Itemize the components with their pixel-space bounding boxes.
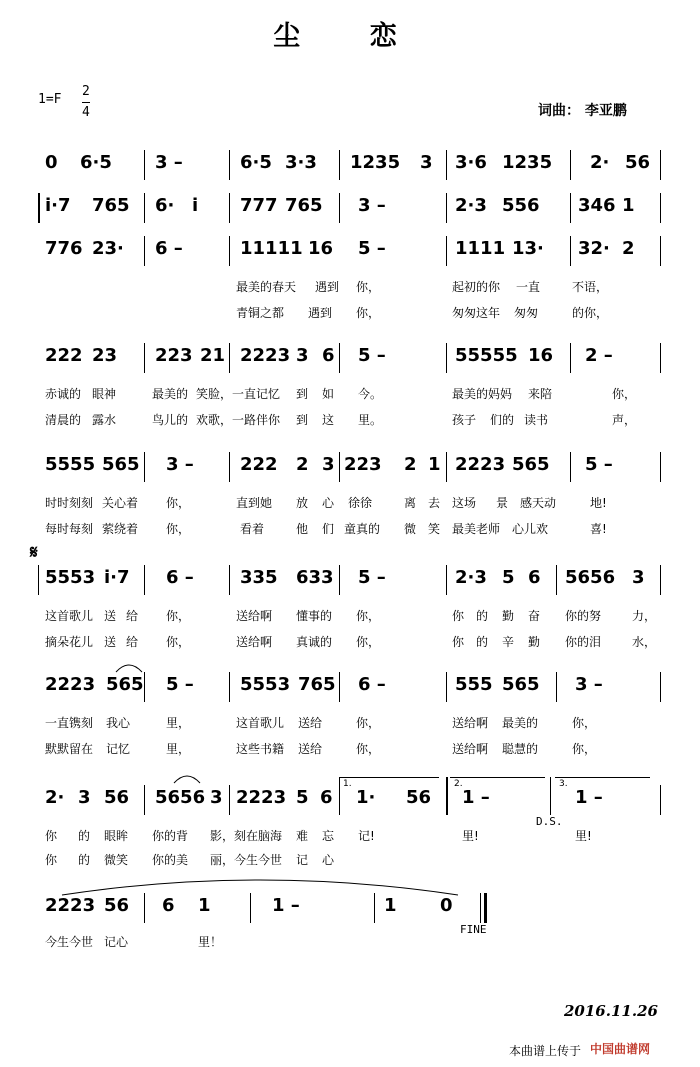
note: 5553 — [45, 567, 96, 588]
note: 1111 — [455, 238, 506, 259]
note: 765 — [92, 195, 130, 216]
lyric: 我心 — [106, 716, 131, 730]
note: 2 — [296, 454, 309, 475]
lyric: 一直 — [516, 280, 541, 294]
lyric: 童真的 — [344, 522, 381, 536]
lyric: 欢歌，一路伴你 — [196, 413, 281, 427]
note: 5 – — [166, 674, 194, 695]
note: 3 — [420, 152, 433, 173]
note: 21 — [200, 345, 226, 366]
lyric: 萦绕着 — [102, 522, 139, 536]
lyric: 记忆 — [106, 742, 131, 756]
lyric: 丽，今生今世 — [210, 853, 283, 867]
note: 6·5 — [80, 152, 112, 173]
note: 2·3 — [455, 567, 487, 588]
note: 3 – — [575, 674, 603, 695]
time-signature — [82, 82, 90, 123]
note: 222 — [240, 454, 278, 475]
lyric: 最美老师 — [452, 522, 501, 536]
note: 3 — [296, 345, 309, 366]
note: 0 — [45, 152, 58, 173]
lyric: 直到她 — [236, 496, 273, 510]
lyric: 声， — [612, 413, 637, 427]
note: 2223 — [45, 895, 96, 916]
lyric: 看着 — [240, 522, 265, 536]
note: 5555 — [45, 454, 96, 475]
lyric: 离 — [404, 496, 417, 510]
lyric: 你 — [45, 853, 58, 867]
lyric: 遇到 — [315, 280, 340, 294]
note: i — [192, 195, 199, 216]
lyric: 这首歌儿 — [45, 609, 94, 623]
lyric: 的 — [78, 829, 91, 843]
note: 2223 — [45, 674, 96, 695]
lyric: 你， — [356, 306, 381, 320]
dal-segno: D.S. — [536, 815, 563, 828]
lyric: 关心着 — [102, 496, 139, 510]
date: 2016.11.26 — [564, 1002, 658, 1020]
note: 6 – — [155, 238, 183, 259]
note: i·7 — [45, 195, 71, 216]
lyric: 你， — [356, 716, 381, 730]
lyric: 送 — [104, 635, 117, 649]
note: 56 — [104, 787, 130, 808]
note: 1 — [622, 195, 635, 216]
lyric: 送给啊 — [452, 716, 489, 730]
lyric: 们 — [322, 522, 335, 536]
lyrics-line-2 — [0, 633, 700, 651]
lyric: 里! — [575, 829, 592, 843]
note: 765 — [285, 195, 323, 216]
lyric: 你， — [356, 609, 381, 623]
lyrics-line-1 — [0, 933, 700, 951]
lyric: 送给啊 — [452, 742, 489, 756]
lyric: 遇到 — [308, 306, 333, 320]
lyric: 忘 — [322, 829, 335, 843]
lyric: 感天动 — [520, 496, 557, 510]
lyric: 影，刻在脑海 — [210, 829, 283, 843]
note: 2·3 — [455, 195, 487, 216]
lyric: 你， — [572, 742, 597, 756]
lyrics-line-2 — [0, 851, 700, 869]
note: 5 – — [358, 345, 386, 366]
note: 3 – — [358, 195, 386, 216]
lyric: 露水 — [92, 413, 117, 427]
lyric: 孩子 — [452, 413, 477, 427]
lyric: 你的努 — [565, 609, 602, 623]
lyric: 地! — [590, 496, 607, 510]
time-bottom: 4 — [82, 102, 90, 123]
lyric: 眼神 — [92, 387, 117, 401]
note: 3·6 — [455, 152, 487, 173]
lyric: 你的背 — [152, 829, 189, 843]
lyrics-line-2 — [0, 304, 700, 322]
lyric: 你的泪 — [565, 635, 602, 649]
lyric: 你， — [356, 280, 381, 294]
lyrics-line-1 — [0, 607, 700, 625]
lyric: 真诚的 — [296, 635, 333, 649]
note: 5 — [296, 787, 309, 808]
lyric: 心 — [322, 853, 335, 867]
note: 1 – — [272, 895, 300, 916]
note: 6 — [528, 567, 541, 588]
lyric: 赤诚的 — [45, 387, 82, 401]
lyric: 如 — [322, 387, 335, 401]
note: 5656 — [155, 787, 206, 808]
note: 2· — [45, 787, 65, 808]
lyric: 放 — [296, 496, 309, 510]
lyric: 来陪 — [528, 387, 553, 401]
note: 1235 — [502, 152, 553, 173]
ending-1-label: 1. — [343, 779, 352, 789]
ending-2-label: 2. — [454, 779, 463, 789]
lyric: 你 — [452, 635, 465, 649]
system-8 — [0, 779, 700, 875]
lyric: 你 — [452, 609, 465, 623]
note: 5 – — [585, 454, 613, 475]
lyrics-line-1 — [0, 714, 700, 732]
note: 6 — [320, 787, 333, 808]
lyric: 起初的你 — [452, 280, 501, 294]
segno-icon: 𝄋 — [30, 542, 38, 563]
lyric: 心儿欢 — [512, 522, 549, 536]
note: 776 — [45, 238, 83, 259]
lyric: 景 — [496, 496, 509, 510]
note: 633 — [296, 567, 334, 588]
note: 2 — [404, 454, 417, 475]
note: 1 — [198, 895, 211, 916]
song-title: 尘 恋 — [273, 21, 427, 52]
key-signature: 1=F — [38, 92, 62, 107]
note: 2 – — [585, 345, 613, 366]
system-9 — [0, 893, 700, 963]
note: 2223 — [236, 787, 287, 808]
lyric: 今生今世 — [45, 935, 94, 949]
note: 3 — [322, 454, 335, 475]
lyric: 的 — [78, 853, 91, 867]
lyric: 你， — [166, 522, 191, 536]
lyric: 青铜之都 — [236, 306, 285, 320]
note: 765 — [298, 674, 336, 695]
note: 2223 — [455, 454, 506, 475]
lyric: 给 — [126, 609, 139, 623]
lyric: 你， — [166, 635, 191, 649]
note: 6 — [322, 345, 335, 366]
lyric: 默默留在 — [45, 742, 94, 756]
lyric: 你， — [166, 496, 191, 510]
lyric: 不语， — [572, 280, 609, 294]
note: 6 — [162, 895, 175, 916]
note: 3 — [78, 787, 91, 808]
note: 0 — [440, 895, 453, 916]
fine-label: FINE — [460, 923, 487, 936]
note: 2· — [590, 152, 610, 173]
lyric: 辛 — [502, 635, 515, 649]
lyric: 这些书籍 — [236, 742, 285, 756]
lyric: 清晨的 — [45, 413, 82, 427]
lyric: 送给 — [298, 716, 323, 730]
note: 1 – — [462, 787, 490, 808]
lyric: 送 — [104, 609, 117, 623]
note: 2 — [622, 238, 635, 259]
lyric: 你， — [166, 609, 191, 623]
lyric: 的你， — [572, 306, 609, 320]
lyrics-line-1 — [0, 385, 700, 403]
lyrics-line-1 — [0, 494, 700, 512]
lyric: 每时每刻 — [45, 522, 94, 536]
lyric: 里， — [166, 742, 191, 756]
lyrics-line-1 — [0, 278, 700, 296]
lyric: 最美的 — [152, 387, 189, 401]
note: 6 – — [358, 674, 386, 695]
system-7 — [0, 672, 700, 762]
lyric: 们的 — [490, 413, 515, 427]
lyric: 记 — [296, 853, 309, 867]
lyric: 笑 — [428, 522, 441, 536]
note: 565 — [502, 674, 540, 695]
note: 556 — [502, 195, 540, 216]
note: 5 – — [358, 567, 386, 588]
lyric: 里！ — [198, 935, 223, 949]
lyric: 读书 — [524, 413, 549, 427]
note: 56 — [625, 152, 651, 173]
lyric: 水， — [632, 635, 657, 649]
lyric: 你， — [356, 635, 381, 649]
lyric: 微 — [404, 522, 417, 536]
note: 1 — [428, 454, 441, 475]
system-6 — [0, 565, 700, 655]
lyric: 送给啊 — [236, 635, 273, 649]
lyric: 你， — [356, 742, 381, 756]
note: 3 — [210, 787, 223, 808]
lyric: 鸟儿的 — [152, 413, 189, 427]
note: 565 — [102, 454, 140, 475]
lyric: 勤 — [528, 635, 541, 649]
tie-icon — [114, 660, 144, 674]
note: 3 — [632, 567, 645, 588]
note: 32· — [578, 238, 610, 259]
lyric: 的 — [476, 609, 489, 623]
lyric: 懂事的 — [296, 609, 333, 623]
note: 3 – — [166, 454, 194, 475]
note: 565 — [106, 674, 144, 695]
lyrics-line-1 — [0, 827, 700, 845]
note: 56 — [406, 787, 432, 808]
note: 6 – — [166, 567, 194, 588]
lyrics-line-2 — [0, 411, 700, 429]
note: 5656 — [565, 567, 616, 588]
lyric: 送给 — [298, 742, 323, 756]
credit: 词曲： 李亚鹏 — [538, 103, 627, 119]
lyric: 难 — [296, 829, 309, 843]
lyric: 到 — [296, 387, 309, 401]
note: 2223 — [240, 345, 291, 366]
lyric: 到 — [296, 413, 309, 427]
tie-icon — [172, 771, 202, 785]
lyric: 这首歌儿 — [236, 716, 285, 730]
lyric: 一直镌刻 — [45, 716, 94, 730]
lyric: 时时刻刻 — [45, 496, 94, 510]
lyric: 最美的 — [502, 716, 539, 730]
system-4 — [0, 343, 700, 433]
time-top: 2 — [82, 84, 90, 99]
note: 13· — [512, 238, 544, 259]
lyric: 里。 — [358, 413, 383, 427]
lyric: 匆匆这年 — [452, 306, 501, 320]
lyric: 心 — [322, 496, 335, 510]
note: 55555 — [455, 345, 518, 366]
system-5 — [0, 452, 700, 542]
lyric: 记! — [358, 829, 375, 843]
note: 6·5 — [240, 152, 272, 173]
lyric: 送给啊 — [236, 609, 273, 623]
lyric: 笑脸，一直记忆 — [196, 387, 281, 401]
lyrics-line-2 — [0, 520, 700, 538]
lyric: 你 — [45, 829, 58, 843]
lyric: 的 — [476, 635, 489, 649]
note: 5 – — [358, 238, 386, 259]
note: 1235 — [350, 152, 401, 173]
note: 5 — [502, 567, 515, 588]
lyrics-line-2 — [0, 740, 700, 758]
lyric: 匆匆 — [514, 306, 539, 320]
note: 555 — [455, 674, 493, 695]
lyric: 最美的春天 — [236, 280, 297, 294]
note: 11111 — [240, 238, 303, 259]
lyric: 微笑 — [104, 853, 129, 867]
lyric: 今。 — [358, 387, 383, 401]
site-logo[interactable]: 中国曲谱网 — [590, 1042, 651, 1056]
lyric: 这场 — [452, 496, 477, 510]
note: 1· — [356, 787, 376, 808]
lyric: 记心 — [104, 935, 129, 949]
note: 222 — [45, 345, 83, 366]
ending-3-label: 3. — [559, 779, 568, 789]
footer-text: 本曲谱上传于 — [509, 1044, 582, 1058]
note: 565 — [512, 454, 550, 475]
lyric: 给 — [126, 635, 139, 649]
note: 56 — [104, 895, 130, 916]
lyric: 他 — [296, 522, 309, 536]
note: 16 — [528, 345, 554, 366]
lyric: 最美的妈妈 — [452, 387, 513, 401]
note: 223 — [155, 345, 193, 366]
lyric: 摘朵花儿 — [45, 635, 94, 649]
note: 223 — [344, 454, 382, 475]
note: 6· — [155, 195, 175, 216]
note: 335 — [240, 567, 278, 588]
lyric: 你的美 — [152, 853, 189, 867]
lyric: 勤 — [502, 609, 515, 623]
lyric: 聪慧的 — [502, 742, 539, 756]
lyric: 眼眸 — [104, 829, 129, 843]
lyric: 这 — [322, 413, 335, 427]
note: 777 — [240, 195, 278, 216]
note: 1 – — [575, 787, 603, 808]
note: 23 — [92, 345, 118, 366]
lyric: 里， — [166, 716, 191, 730]
note: 3 – — [155, 152, 183, 173]
note: 23· — [92, 238, 124, 259]
note: i·7 — [104, 567, 130, 588]
lyric: 你， — [572, 716, 597, 730]
lyric: 去 — [428, 496, 441, 510]
note: 3·3 — [285, 152, 317, 173]
lyric: 你， — [612, 387, 637, 401]
lyric: 奋 — [528, 609, 541, 623]
note: 5553 — [240, 674, 291, 695]
note: 1 — [384, 895, 397, 916]
lyric: 喜! — [590, 522, 607, 536]
lyric: 徐徐 — [348, 496, 373, 510]
system-3 — [0, 236, 700, 326]
note: 346 — [578, 195, 616, 216]
lyric: 力， — [632, 609, 657, 623]
note: 16 — [308, 238, 334, 259]
lyric: 里! — [462, 829, 479, 843]
